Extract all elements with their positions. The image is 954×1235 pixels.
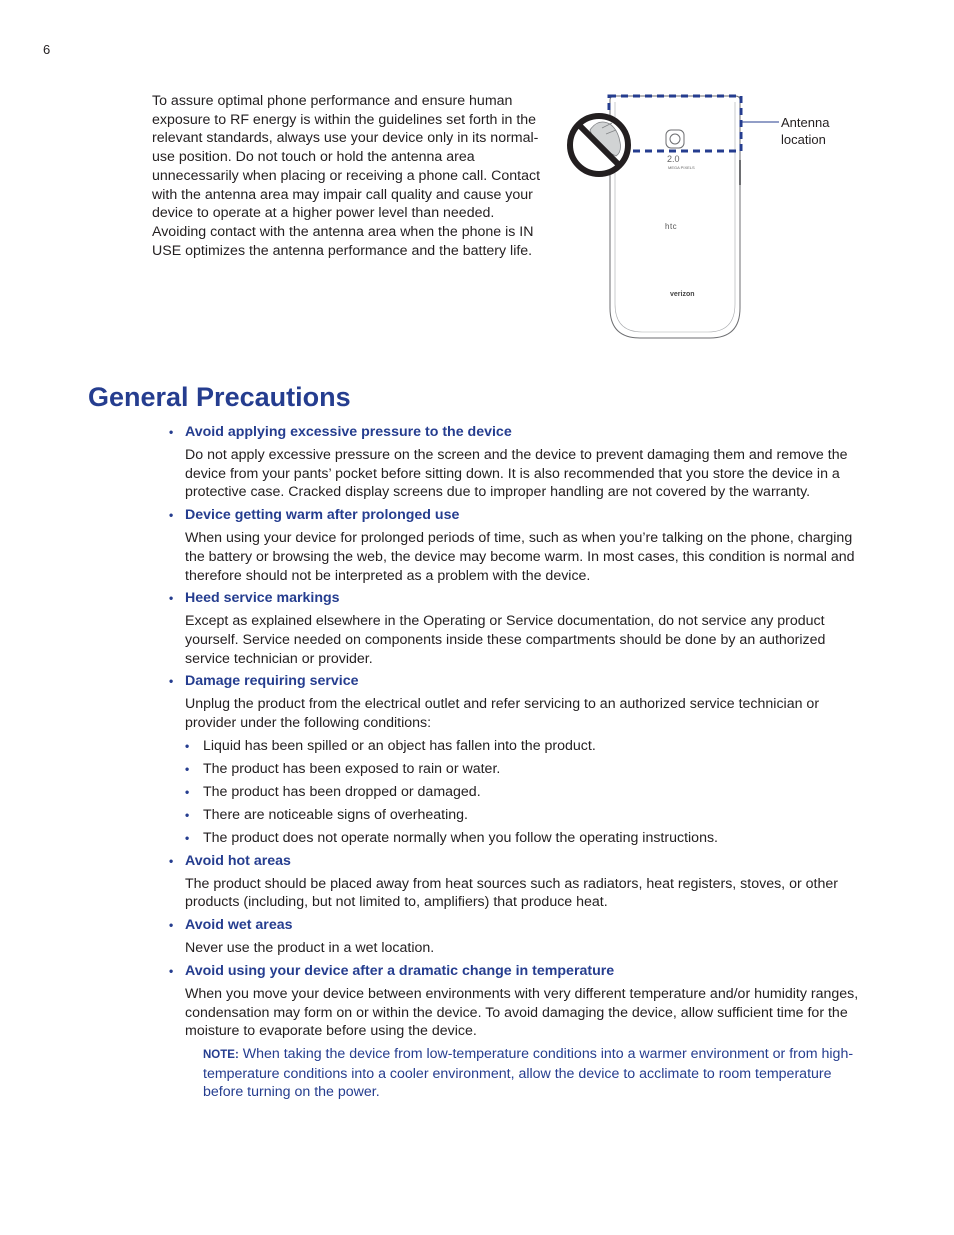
list-item xyxy=(167,506,867,585)
condition-list xyxy=(185,737,867,848)
htc-logo: htc xyxy=(665,222,678,231)
bullet-icon: • xyxy=(169,853,174,868)
item-body: Do not apply excessive pressure on the screen and the device to prevent damaging them and remove the device from your pants’ pocket before sitting down. It is also recommended that you store the device in a protective case. Cracked display screens due to improper handling are not covered by the warranty. xyxy=(185,447,848,501)
condition-item xyxy=(185,760,867,779)
bullet-icon: • xyxy=(169,425,174,439)
note-text: When taking the device from low-temperature conditions into a warmer environment or from high-temperature conditions into a cooler environment, allow the device to acclimate to room temperature before turning on the power. xyxy=(203,1045,854,1101)
section-title: General Precautions xyxy=(88,382,351,412)
camera-megapixel-sub: MEGA PIXELS xyxy=(668,165,695,170)
condition-text: There are noticeable signs of overheating. xyxy=(203,806,468,823)
condition-text: The product has been exposed to rain or water. xyxy=(203,760,501,777)
list-item xyxy=(167,916,867,958)
item-heading: Heed service markings xyxy=(185,590,340,607)
bullet-icon: • xyxy=(185,761,190,776)
item-body: When you move your device between environments with very different temperature and/or humidity ranges, condensation may form on or within the device. To avoid damaging the device, allow sufficient time for the moisture to evaporate before using the device. xyxy=(185,985,859,1040)
item-heading: Avoid using your device after a dramatic change in temperature xyxy=(185,962,615,979)
condition-text: The product has been dropped or damaged. xyxy=(203,783,481,800)
antenna-location-label: Antenna location xyxy=(781,115,830,147)
precautions-list xyxy=(167,423,867,1102)
condition-item xyxy=(185,806,867,825)
intro-paragraph: To assure optimal phone performance and ensure human exposure to RF energy is within the guidelines set forth in the relevant standards, always use your device only in its normal-use position. Do not touch or hold the antenna area unnecessarily when placing or receiving a phone call. Contact with the antenna area may impair call quality and cause your device to operate at a higher power level than needed. Avoiding contact with the antenna area when the phone is IN USE optimizes the antenna performance and the battery life. xyxy=(152,93,541,259)
item-body: Unplug the product from the electrical outlet and refer servicing to an authorized service technician or provider under the following conditions: xyxy=(185,696,820,732)
page-number: 6 xyxy=(43,42,51,57)
bullet-icon: • xyxy=(185,807,190,822)
item-heading: Avoid wet areas xyxy=(185,917,293,934)
list-item xyxy=(167,589,867,668)
condition-text: Liquid has been spilled or an object has fallen into the product. xyxy=(203,737,596,754)
bullet-icon: • xyxy=(185,784,190,799)
condition-text: The product does not operate normally when you follow the operating instructions. xyxy=(203,829,718,846)
list-item xyxy=(167,852,867,912)
condition-item xyxy=(185,783,867,802)
list-item xyxy=(167,672,867,847)
bullet-icon: • xyxy=(185,738,190,753)
list-item xyxy=(167,423,867,502)
item-heading: Avoid hot areas xyxy=(185,852,291,869)
note xyxy=(185,1045,867,1102)
bullet-icon: • xyxy=(169,508,174,523)
bullet-icon: • xyxy=(169,591,174,606)
antenna-figure xyxy=(560,90,850,345)
item-heading: Device getting warm after prolonged use xyxy=(185,507,460,524)
item-body: The product should be placed away from heat sources such as radiators, heat registers, stoves, or other products (including, but not limited to, amplifiers) that produce heat. xyxy=(185,875,838,911)
bullet-icon: • xyxy=(169,918,174,933)
item-body: Except as explained elsewhere in the Operating or Service documentation, do not service any product yourself. Service needed on components inside these compartments should be done by an authorized service technician or provider. xyxy=(185,613,826,667)
bullet-icon: • xyxy=(185,830,190,845)
verizon-logo: verizon xyxy=(670,291,695,298)
condition-item xyxy=(185,737,867,756)
item-body: Never use the product in a wet location. xyxy=(185,940,435,957)
condition-item xyxy=(185,829,867,848)
note-label: NOTE: xyxy=(203,1048,239,1061)
bullet-icon: • xyxy=(169,674,174,689)
phone-outline xyxy=(610,96,740,338)
item-heading: Avoid applying excessive pressure to the device xyxy=(185,424,512,440)
camera-megapixel-text: 2.0 xyxy=(667,154,680,164)
list-item xyxy=(167,962,867,1102)
item-body: When using your device for prolonged periods of time, such as when you’re talking on the phone, charging the battery or browsing the web, the device may become warm. In most cases, this condition is normal and therefore should not be interpreted as a problem with the device. xyxy=(185,530,855,584)
no-touch-icon xyxy=(570,116,628,174)
bullet-icon: • xyxy=(169,963,174,978)
item-heading: Damage requiring service xyxy=(185,673,359,690)
